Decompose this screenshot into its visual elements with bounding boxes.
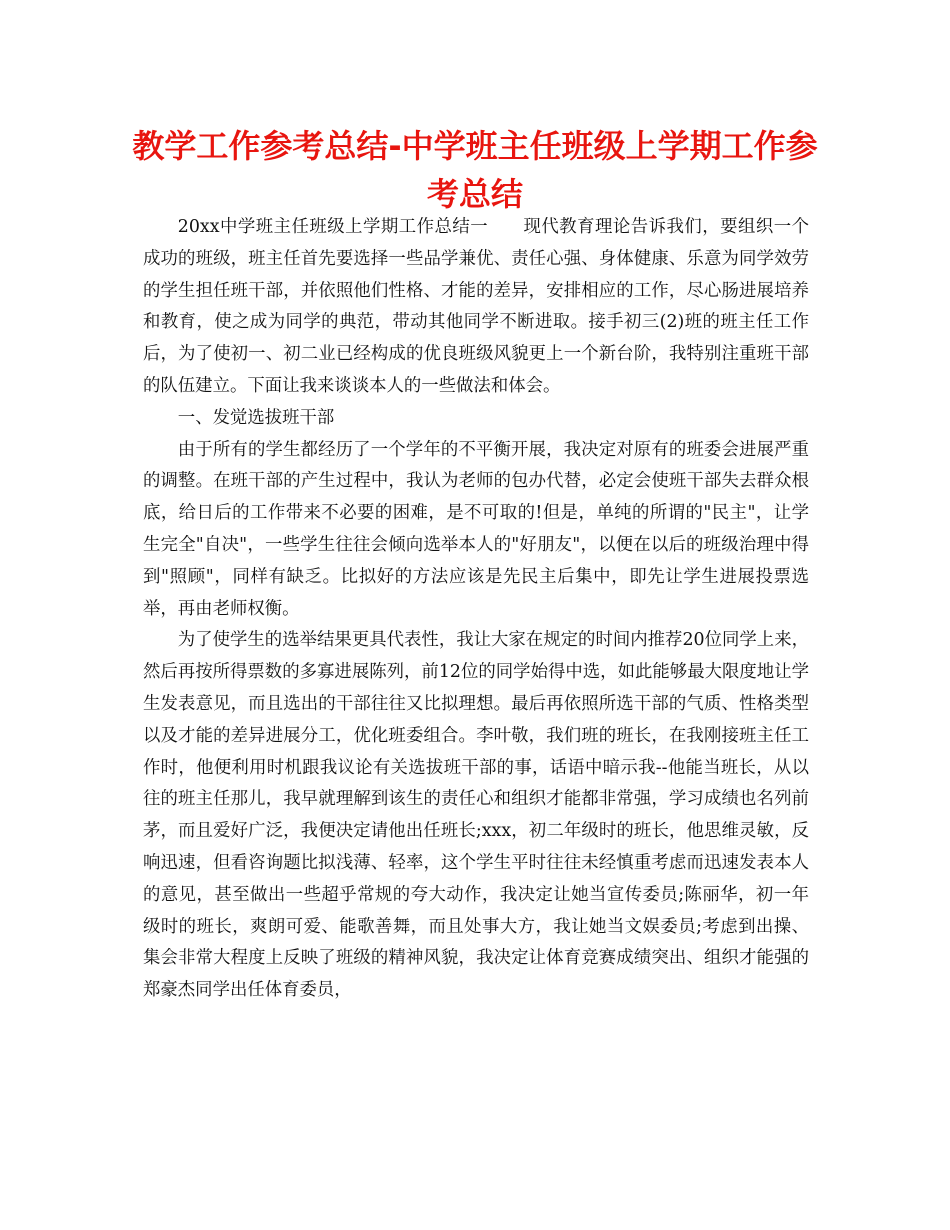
paragraph-2: 为了使学生的选举结果更具代表性，我让大家在规定的时间内推荐20位同学上来，然后再按所得票数的多寡进展陈列，前12位的同学始得中选，如此能够最大限度地让学生发表意见，而且选出的干部往往又比拟理想。最后再依照所选干部的气质、性格类型以及才能的差异进展分工，优化班委组合。李叶敬，我们班的班长，在我刚接班主任工作时，他便利用时机跟我议论有关选拔班干部的事，话语中暗示我--他能当班长，从以往的班主任那儿，我早就理解到该生的责任心和组织才能都非常强，学习成绩也名列前茅，而且爱好广泛，我便决定请他出任班长;xxx，初二年级时的班长，他思维灵敏，反响迅速，但看咨询题比拟浅薄、轻率，这个学生平时往往未经慎重考虑而迅速发表本人的意见，甚至做出一些超乎常规的夸大动作，我决定让她当宣传委员;陈丽华，初一年级时的班长，爽朗可爱、能歌善舞，而且处事大方，我让她当文娱委员;考虑到出操、集会非常大程度上反映了班级的精神风貌，我决定让体育竞赛成绩突出、组织才能强的郑豪杰同学出任体育委员， — [143, 630, 809, 1001]
paragraph-1: 由于所有的学生都经历了一个学年的不平衡开展，我决定对原有的班委会进展严重的调整。在班干部的产生过程中，我认为老师的包办代替，必定会使班干部失去群众根底，给日后的工作带来不必要的困难，是不可取的!但是，单纯的所谓的"民主"，让学生完全"自决"，一些学生往往会倾向选举本人的"好朋友"，以便在以后的班级治理中得到"照顾"，同样有缺乏。比拟好的方法应该是先民主后集中，即先让学生进展投票选举，再由老师权衡。 — [143, 439, 809, 619]
document-title: 教学工作参考总结-中学班主任班级上学期工作参考总结 — [132, 127, 818, 213]
document-body — [143, 212, 809, 1007]
section-heading: 一、发觉选拔班干部 — [177, 407, 335, 428]
intro-heading: 20xx中学班主任班级上学期工作总结一 — [177, 217, 489, 237]
intro-text: 现代教育理论告诉我们，要组织一个成功的班级，班主任首先要选择一些品学兼优、责任心强、身体健康、乐意为同学效劳的学生担任班干部，并依照他们性格、才能的差异，安排相应的工作，尽心肠进展培养和教育，使之成为同学的典范，带动其他同学不断进取。接手初三(2)班的班主任工作后，为了使初一、初二业已经构成的优良班级风貌更上一个新台阶，我特别注重班干部的队伍建立。下面让我来谈谈本人的一些做法和体会。 — [143, 217, 809, 396]
intro-paragraph — [143, 212, 809, 403]
